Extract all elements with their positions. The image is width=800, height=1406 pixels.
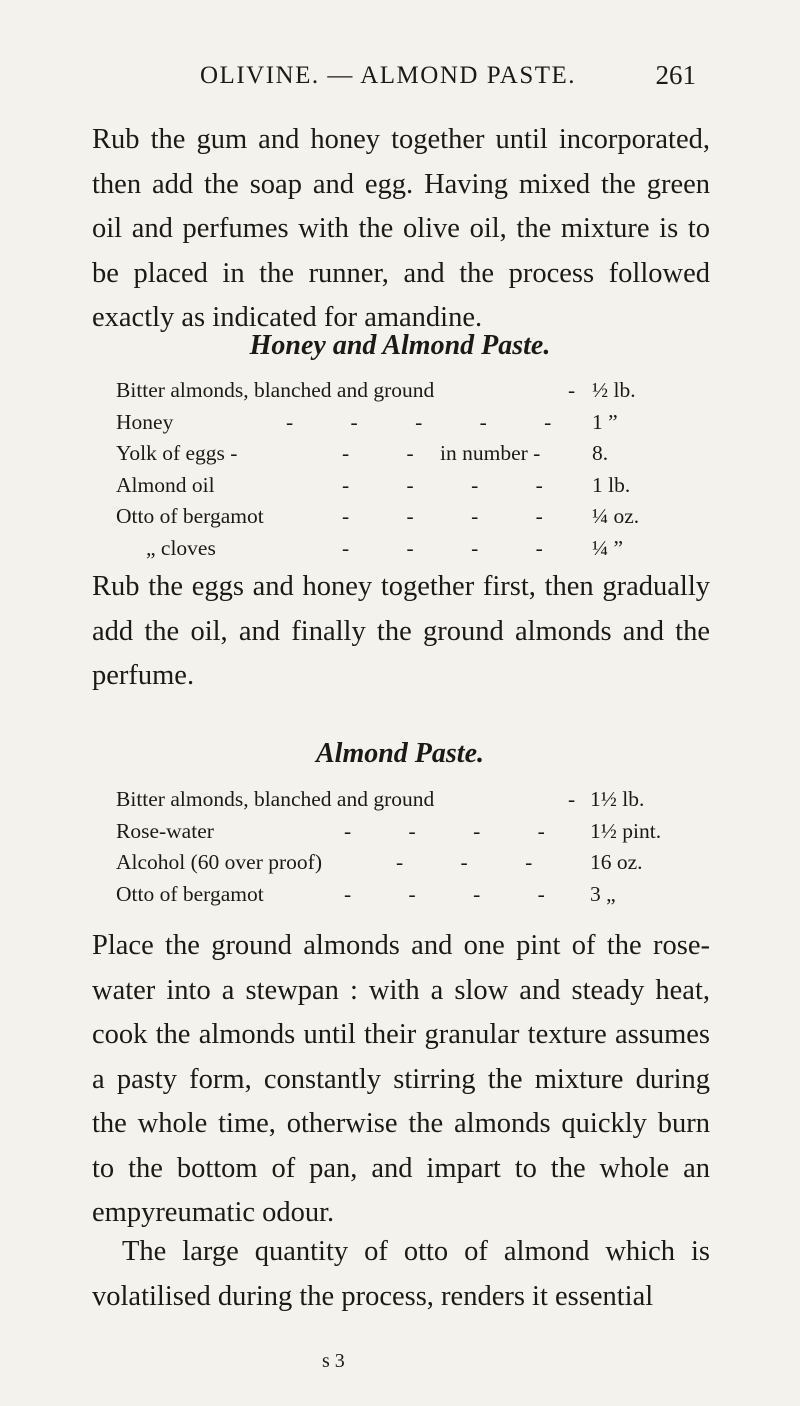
ingredient-name: Almond oil [116,472,215,497]
page-number: 261 [655,60,696,90]
recipe-table-almond-paste [116,787,716,913]
leader-dashes: - [568,787,576,811]
leader-dashes: - - - - [344,818,545,843]
signature-mark: s 3 [322,1350,345,1372]
running-head-title: OLIVINE. — ALMOND PASTE. [200,62,577,89]
ingredient-quantity: 1½ lb. [590,787,645,811]
ingredient-name: Otto of bergamot [116,504,264,528]
recipe-row [116,473,716,505]
recipe-row [116,787,716,819]
ingredient-name: Bitter almonds, blanched and ground [116,378,435,402]
recipe-heading-almond-paste: Almond Paste. [315,738,484,769]
ingredient-name: Otto of bergamot [116,881,264,906]
ingredient-name: „ cloves [146,535,216,560]
ingredient-quantity: 1 lb. [592,472,631,497]
paragraph-intro: Rub the gum and honey together until incorporated, then add the soap and egg. Having mixed the green oil and perfumes with the olive oil, the mixture is to be placed in the runner, and the process followed exactly as indicated for amandine. [92,124,710,333]
ingredient-quantity: 8. [592,441,609,465]
paragraph-continuation: The large quantity of otto of almond which is volatilised during the process, renders it essential [92,1236,710,1312]
leader-dashes: - - - - [342,535,543,560]
paragraph-method-almond-paste: Place the ground almonds and one pint of the rosewater into a stewpan : with a slow and steady heat, cook the almonds until their granular texture assumes a pasty form, constantly stirring the mixture during the whole time, otherwise the almonds quickly burn to the bottom of pan, and impart to the whole an empyreumatic odour. [92,930,710,1228]
ingredient-quantity: 3 „ [590,881,616,906]
recipe-row [116,504,716,536]
paragraph-method-honey-almond: Rub the eggs and honey together first, then gradually add the oil, and finally the ground almonds and the perfume. [92,571,710,691]
ingredient-quantity: ½ lb. [592,378,636,402]
recipe-row [116,410,716,442]
ingredient-qualifier: in number - [440,441,541,465]
ingredient-name: Honey [116,409,174,434]
recipe-row [116,850,716,882]
ingredient-quantity: 1½ pint. [590,818,662,843]
ingredient-name: Rose-water [116,818,214,843]
leader-dashes: - - - - [342,472,543,497]
recipe-table-honey-almond [116,378,716,567]
leader-dashes: - - - - [344,881,545,906]
ingredient-quantity: ¼ ” [592,535,624,560]
ingredient-name: Alcohol (60 over proof) [116,850,322,874]
recipe-row [116,536,716,568]
recipe-row [116,378,716,410]
leader-dashes: - - - - [342,504,543,528]
ingredient-quantity: 16 oz. [590,850,643,874]
leader-dashes: - - - - - [286,409,552,434]
ingredient-name: Yolk of eggs - [116,441,238,465]
leader-dashes: - - - [396,850,533,874]
running-head [0,62,800,106]
ingredient-quantity: 1 ” [592,409,618,434]
recipe-row [116,441,716,473]
leader-dashes: - - [342,441,414,465]
recipe-row [116,882,716,914]
ingredient-name: Bitter almonds, blanched and ground [116,787,435,811]
ingredient-quantity: ¼ oz. [592,504,640,528]
recipe-heading-honey-almond: Honey and Almond Paste. [249,330,551,361]
recipe-row [116,819,716,851]
leader-dashes: - [568,378,576,402]
